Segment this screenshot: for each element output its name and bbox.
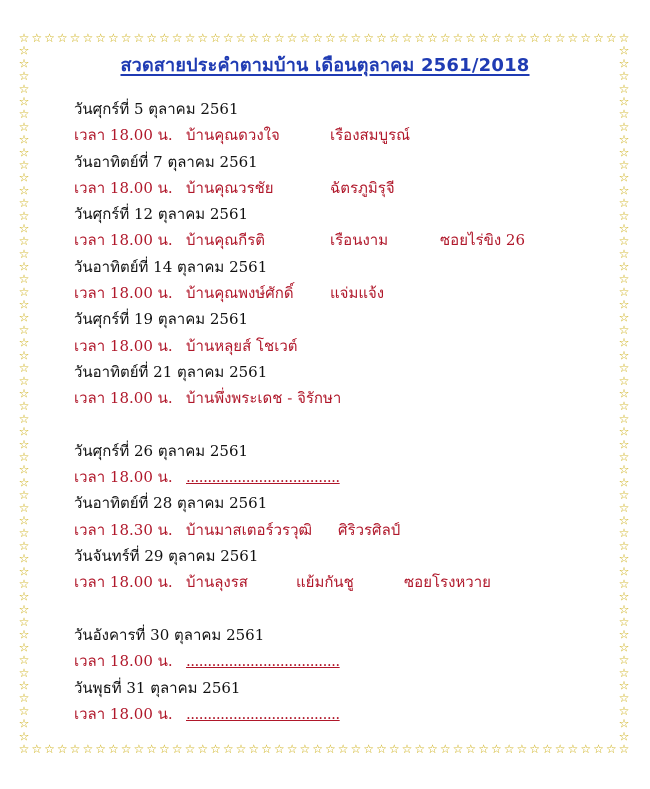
border-star-icon: ☆ — [618, 716, 630, 731]
border-star-icon: ☆ — [18, 576, 30, 591]
border-star-icon: ☆ — [618, 56, 630, 71]
border-star-icon: ☆ — [18, 119, 30, 134]
border-star-icon: ☆ — [618, 297, 630, 312]
border-star-icon: ☆ — [618, 449, 630, 464]
border-star-icon: ☆ — [18, 564, 30, 579]
border-star-icon: ☆ — [401, 742, 413, 756]
border-star-icon: ☆ — [439, 742, 451, 756]
border-star-icon: ☆ — [18, 335, 30, 350]
border-star-icon: ☆ — [618, 742, 630, 756]
border-star-icon: ☆ — [452, 742, 464, 756]
schedule-day: วันศุกร์ที่ 5 ตุลาคม 2561 — [74, 100, 239, 118]
border-star-icon: ☆ — [325, 742, 336, 756]
border-star-icon: ☆ — [273, 31, 285, 45]
border-star-icon: ☆ — [56, 742, 68, 756]
schedule-day: วันศุกร์ที่ 26 ตุลาคม 2561 — [74, 441, 249, 460]
border-star-icon: ☆ — [618, 526, 630, 541]
schedule-day: วันอาทิตย์ที่ 21 ตุลาคม 2561 — [74, 362, 268, 381]
border-star-icon: ☆ — [618, 132, 630, 147]
border-star-icon: ☆ — [439, 31, 451, 45]
border-star-icon: ☆ — [18, 475, 30, 490]
border-star-icon: ☆ — [18, 538, 30, 553]
border-star-icon: ☆ — [618, 323, 630, 338]
border-star-icon: ☆ — [299, 31, 311, 45]
border-star-icon: ☆ — [618, 361, 630, 376]
border-star-icon: ☆ — [18, 488, 30, 503]
border-star-icon: ☆ — [618, 196, 630, 211]
border-star-icon: ☆ — [133, 31, 145, 45]
border-star-icon: ☆ — [478, 31, 489, 45]
border-star-icon: ☆ — [618, 119, 630, 134]
border-star-icon: ☆ — [618, 551, 630, 566]
border-star-icon: ☆ — [18, 742, 30, 756]
border-star-icon: ☆ — [427, 31, 438, 45]
border-star-icon: ☆ — [171, 31, 183, 45]
border-star-icon: ☆ — [18, 221, 30, 236]
schedule-day: วันพุธที่ 31 ตุลาคม 2561 — [74, 678, 241, 697]
border-star-icon: ☆ — [567, 31, 579, 45]
border-star-icon: ☆ — [18, 716, 30, 731]
border-star-icon: ☆ — [618, 602, 630, 617]
border-star-icon: ☆ — [618, 703, 630, 718]
border-star-icon: ☆ — [18, 462, 30, 477]
border-star-icon: ☆ — [618, 462, 630, 477]
border-star-icon: ☆ — [146, 742, 158, 756]
border-star-icon: ☆ — [618, 145, 630, 160]
border-star-icon: ☆ — [18, 640, 30, 655]
border-star-icon: ☆ — [146, 31, 158, 45]
border-star-icon: ☆ — [18, 196, 30, 211]
border-star-icon: ☆ — [529, 742, 541, 756]
border-star-icon: ☆ — [618, 335, 630, 350]
border-star-icon: ☆ — [159, 31, 170, 45]
border-star-icon: ☆ — [618, 81, 630, 96]
border-star-icon: ☆ — [210, 742, 221, 756]
border-star-icon: ☆ — [18, 411, 30, 426]
schedule-detail: เวลา 18.00 น. บ้านคุณกีรติ เรือนงาม ซอยไร่ขิง 26 — [74, 231, 526, 250]
border-star-icon: ☆ — [18, 56, 30, 71]
border-star-icon: ☆ — [18, 399, 30, 414]
border-star-icon: ☆ — [69, 31, 81, 45]
border-star-icon: ☆ — [44, 742, 55, 756]
border-star-icon: ☆ — [452, 31, 464, 45]
border-star-icon: ☆ — [618, 259, 630, 274]
border-star-icon: ☆ — [18, 208, 30, 223]
border-star-icon: ☆ — [18, 234, 30, 249]
border-star-icon: ☆ — [261, 31, 272, 45]
border-star-icon: ☆ — [18, 627, 30, 642]
border-star-icon: ☆ — [18, 678, 30, 693]
border-star-icon: ☆ — [18, 284, 30, 299]
border-star-icon: ☆ — [18, 43, 30, 58]
border-star-icon: ☆ — [197, 31, 209, 45]
schedule-detail: เวลา 18.00 น. .................................... — [74, 464, 594, 490]
border-star-icon: ☆ — [235, 31, 247, 45]
border-star-icon: ☆ — [82, 742, 94, 756]
border-star-icon: ☆ — [618, 424, 630, 439]
border-star-icon: ☆ — [18, 323, 30, 338]
border-star-icon: ☆ — [618, 208, 630, 223]
border-star-icon: ☆ — [580, 742, 592, 756]
border-star-icon: ☆ — [95, 742, 106, 756]
border-star-icon: ☆ — [618, 94, 630, 109]
border-star-icon: ☆ — [516, 31, 528, 45]
border-star-icon: ☆ — [18, 170, 30, 185]
border-star-icon: ☆ — [210, 31, 221, 45]
schedule-detail: เวลา 18.30 น. บ้านมาสเตอร์วรวุฒิ ศิริวรศิลป์ — [74, 520, 401, 539]
border-star-icon: ☆ — [159, 742, 170, 756]
schedule-day: วันอังคารที่ 30 ตุลาคม 2561 — [74, 625, 265, 644]
border-star-icon: ☆ — [222, 31, 234, 45]
border-star-icon: ☆ — [18, 424, 30, 439]
schedule-day: วันศุกร์ที่ 19 ตุลาคม 2561 — [74, 310, 249, 329]
border-star-icon: ☆ — [18, 386, 30, 401]
schedule-detail: เวลา 18.00 น. บ้านลุงรส แย้มกันชู ซอยโรงหวาย — [74, 573, 491, 592]
border-star-icon: ☆ — [18, 703, 30, 718]
border-star-icon: ☆ — [465, 742, 477, 756]
border-star-icon: ☆ — [56, 31, 68, 45]
border-star-icon: ☆ — [18, 691, 30, 706]
schedule-detail: เวลา 18.00 น. .................................... — [74, 648, 594, 674]
border-star-icon: ☆ — [605, 31, 617, 45]
schedule-day: วันจันทร์ที่ 29 ตุลาคม 2561 — [74, 547, 259, 566]
border-star-icon: ☆ — [18, 551, 30, 566]
border-star-icon: ☆ — [618, 170, 630, 185]
host-placeholder: .................................... — [186, 652, 340, 671]
border-star-icon: ☆ — [618, 564, 630, 579]
host-placeholder: .................................... — [186, 704, 340, 723]
border-star-icon: ☆ — [18, 589, 30, 604]
border-star-icon: ☆ — [593, 31, 604, 45]
border-star-icon: ☆ — [18, 729, 30, 744]
border-star-icon: ☆ — [18, 183, 30, 198]
border-star-icon: ☆ — [593, 742, 604, 756]
border-star-icon: ☆ — [18, 297, 30, 312]
border-star-icon: ☆ — [542, 31, 553, 45]
border-star-icon: ☆ — [580, 31, 592, 45]
border-star-icon: ☆ — [618, 589, 630, 604]
border-star-icon: ☆ — [388, 742, 400, 756]
border-star-icon: ☆ — [618, 576, 630, 591]
border-star-icon: ☆ — [503, 742, 515, 756]
border-star-icon: ☆ — [490, 742, 502, 756]
border-star-icon: ☆ — [618, 183, 630, 198]
border-star-icon: ☆ — [542, 742, 553, 756]
border-star-icon: ☆ — [325, 31, 336, 45]
border-star-icon: ☆ — [376, 742, 387, 756]
border-star-icon: ☆ — [299, 742, 311, 756]
page-title: สวดสายประคำตามบ้าน เดือนตุลาคม 2561/2018 — [120, 55, 530, 76]
border-star-icon: ☆ — [618, 627, 630, 642]
border-star-icon: ☆ — [18, 81, 30, 96]
border-star-icon: ☆ — [184, 31, 196, 45]
border-star-icon: ☆ — [248, 742, 260, 756]
border-star-icon: ☆ — [427, 742, 438, 756]
border-star-icon: ☆ — [261, 742, 272, 756]
schedule-day: วันอาทิตย์ที่ 14 ตุลาคม 2561 — [74, 257, 268, 276]
border-star-icon: ☆ — [618, 538, 630, 553]
border-star-icon: ☆ — [401, 31, 413, 45]
border-star-icon: ☆ — [312, 31, 323, 45]
border-star-icon: ☆ — [503, 31, 515, 45]
blank-line — [74, 412, 594, 438]
border-star-icon: ☆ — [516, 742, 528, 756]
border-star-icon: ☆ — [414, 742, 426, 756]
border-star-icon: ☆ — [554, 742, 566, 756]
border-star-icon: ☆ — [248, 31, 260, 45]
border-star-icon: ☆ — [618, 386, 630, 401]
border-star-icon: ☆ — [618, 69, 630, 84]
border-star-icon: ☆ — [618, 513, 630, 528]
border-star-icon: ☆ — [312, 742, 323, 756]
border-star-icon: ☆ — [618, 615, 630, 630]
border-star-icon: ☆ — [286, 742, 298, 756]
border-star-icon: ☆ — [618, 31, 630, 45]
border-star-icon: ☆ — [618, 399, 630, 414]
border-star-icon: ☆ — [618, 678, 630, 693]
border-star-icon: ☆ — [171, 742, 183, 756]
schedule-detail: เวลา 18.00 น. บ้านหลุยส์ โชเวต์ — [74, 336, 298, 355]
border-star-icon: ☆ — [18, 373, 30, 388]
schedule-detail: เวลา 18.00 น. บ้านคุณวรชัย ฉัตรภูมิรุจี — [74, 178, 395, 197]
border-star-icon: ☆ — [618, 284, 630, 299]
schedule-day: วันอาทิตย์ที่ 7 ตุลาคม 2561 — [74, 152, 258, 171]
blank-line — [74, 596, 594, 622]
border-star-icon: ☆ — [273, 742, 285, 756]
border-star-icon: ☆ — [529, 31, 541, 45]
border-star-icon: ☆ — [618, 500, 630, 515]
border-star-icon: ☆ — [618, 640, 630, 655]
host-placeholder: .................................... — [186, 468, 340, 487]
border-star-icon: ☆ — [18, 437, 30, 452]
border-star-icon: ☆ — [18, 526, 30, 541]
border-star-icon: ☆ — [69, 742, 81, 756]
border-star-icon: ☆ — [18, 348, 30, 363]
border-star-icon: ☆ — [18, 145, 30, 160]
border-star-icon: ☆ — [133, 742, 145, 756]
border-star-icon: ☆ — [31, 742, 43, 756]
border-star-icon: ☆ — [120, 742, 132, 756]
border-star-icon: ☆ — [235, 742, 247, 756]
border-star-icon: ☆ — [465, 31, 477, 45]
border-star-icon: ☆ — [363, 31, 375, 45]
border-star-icon: ☆ — [18, 500, 30, 515]
border-star-icon: ☆ — [618, 157, 630, 172]
border-star-icon: ☆ — [618, 411, 630, 426]
border-star-icon: ☆ — [18, 107, 30, 122]
schedule-detail: เวลา 18.00 น. บ้านคุณพงษ์ศักดิ์ แจ่มแจ้ง — [74, 284, 385, 303]
border-star-icon: ☆ — [18, 69, 30, 84]
border-star-icon: ☆ — [18, 246, 30, 261]
border-star-icon: ☆ — [18, 615, 30, 630]
border-star-icon: ☆ — [350, 31, 362, 45]
border-star-icon: ☆ — [618, 107, 630, 122]
border-star-icon: ☆ — [18, 272, 30, 287]
border-star-icon: ☆ — [18, 31, 30, 45]
border-star-icon: ☆ — [618, 729, 630, 744]
border-star-icon: ☆ — [337, 31, 349, 45]
schedule-detail: เวลา 18.00 น. บ้านคุณดวงใจ เรืองสมบูรณ์ — [74, 126, 411, 145]
border-star-icon: ☆ — [618, 234, 630, 249]
schedule-list — [74, 96, 594, 727]
border-star-icon: ☆ — [605, 742, 617, 756]
border-star-icon: ☆ — [184, 742, 196, 756]
border-star-icon: ☆ — [618, 272, 630, 287]
border-star-icon: ☆ — [18, 513, 30, 528]
border-star-icon: ☆ — [120, 31, 132, 45]
border-star-icon: ☆ — [222, 742, 234, 756]
border-star-icon: ☆ — [18, 94, 30, 109]
border-star-icon: ☆ — [18, 653, 30, 668]
border-star-icon: ☆ — [618, 437, 630, 452]
border-star-icon: ☆ — [18, 310, 30, 325]
border-star-icon: ☆ — [618, 665, 630, 680]
border-star-icon: ☆ — [107, 31, 119, 45]
border-star-icon: ☆ — [18, 361, 30, 376]
border-star-icon: ☆ — [618, 246, 630, 261]
border-star-icon: ☆ — [95, 31, 106, 45]
border-star-icon: ☆ — [376, 31, 387, 45]
border-star-icon: ☆ — [490, 31, 502, 45]
border-star-icon: ☆ — [18, 132, 30, 147]
border-star-icon: ☆ — [618, 310, 630, 325]
border-star-icon: ☆ — [18, 259, 30, 274]
border-star-icon: ☆ — [44, 31, 55, 45]
border-star-icon: ☆ — [18, 602, 30, 617]
border-star-icon: ☆ — [618, 348, 630, 363]
border-star-icon: ☆ — [18, 665, 30, 680]
border-star-icon: ☆ — [197, 742, 209, 756]
border-star-icon: ☆ — [618, 488, 630, 503]
border-star-icon: ☆ — [82, 31, 94, 45]
border-star-icon: ☆ — [18, 449, 30, 464]
border-star-icon: ☆ — [337, 742, 349, 756]
border-star-icon: ☆ — [567, 742, 579, 756]
schedule-detail: เวลา 18.00 น. บ้านพึ่งพระเดช - จิรักษา — [74, 389, 342, 408]
border-star-icon: ☆ — [350, 742, 362, 756]
border-star-icon: ☆ — [618, 221, 630, 236]
border-star-icon: ☆ — [618, 373, 630, 388]
schedule-detail: เวลา 18.00 น. .................................... — [74, 701, 594, 727]
border-star-icon: ☆ — [286, 31, 298, 45]
schedule-day: วันศุกร์ที่ 12 ตุลาคม 2561 — [74, 205, 249, 224]
schedule-day: วันอาทิตย์ที่ 28 ตุลาคม 2561 — [74, 494, 268, 513]
border-star-icon: ☆ — [388, 31, 400, 45]
border-star-icon: ☆ — [414, 31, 426, 45]
border-star-icon: ☆ — [618, 653, 630, 668]
border-star-icon: ☆ — [478, 742, 489, 756]
border-star-icon: ☆ — [18, 157, 30, 172]
border-star-icon: ☆ — [618, 691, 630, 706]
border-star-icon: ☆ — [363, 742, 375, 756]
border-star-icon: ☆ — [554, 31, 566, 45]
border-star-icon: ☆ — [618, 43, 630, 58]
border-star-icon: ☆ — [31, 31, 43, 45]
border-star-icon: ☆ — [618, 475, 630, 490]
border-star-icon: ☆ — [107, 742, 119, 756]
